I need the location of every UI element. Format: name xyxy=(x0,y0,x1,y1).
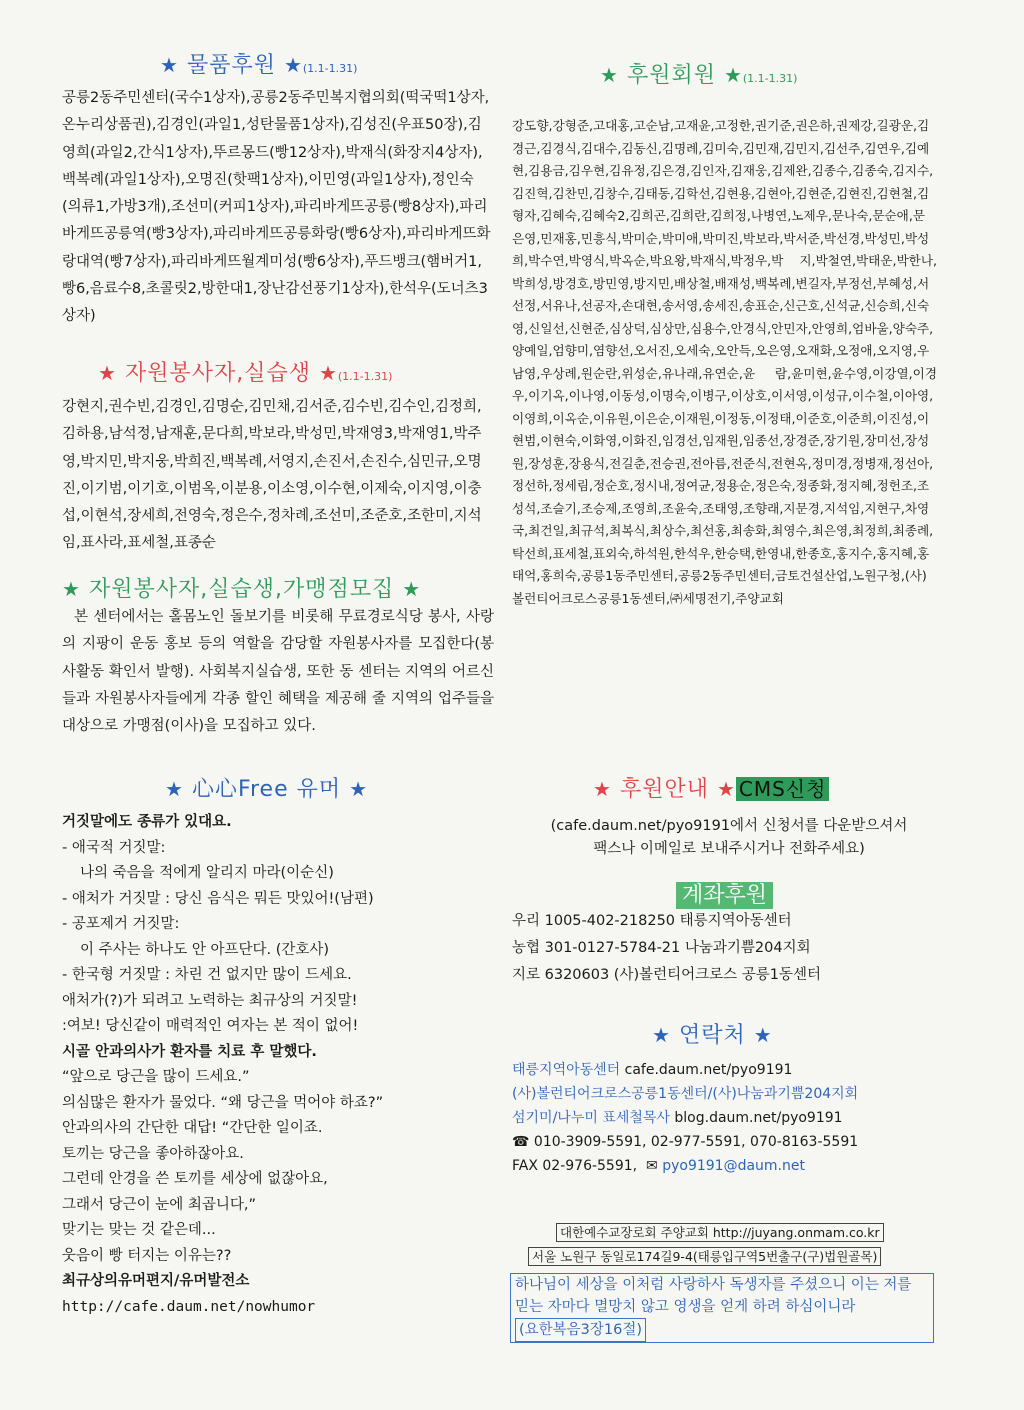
mail-icon: ✉ xyxy=(646,1158,658,1174)
humor-line: 거짓말에도 종류가 있대요. xyxy=(62,814,232,830)
volunteers-title: ★ 자원봉사자,실습생 ★(1.1-1.31) xyxy=(98,361,393,386)
humor-line: :여보! 당신같이 매력적인 여자는 본 적이 없어! xyxy=(62,1018,359,1034)
humor-line: - 애처가 거짓말 : 당신 음식은 뭐든 맛있어!(남편) xyxy=(62,890,374,907)
humor-line: “앞으로 당근을 많이 드세요.” xyxy=(62,1069,250,1085)
phone-icon: ☎ xyxy=(512,1134,530,1150)
star-icon: ★ xyxy=(160,53,179,77)
star-icon: ★ xyxy=(283,53,303,77)
humor-title: ★ 心心Free 유머 ★ xyxy=(165,777,369,802)
humor-line: - 애국적 거짓말: xyxy=(62,839,166,856)
star-icon: ★ xyxy=(593,777,612,801)
center-url[interactable]: cafe.daum.net/pyo9191 xyxy=(624,1062,793,1078)
star-icon: ★ xyxy=(600,63,619,87)
humor-line: 맞기는 맞는 것 같은데... xyxy=(62,1222,216,1238)
account-title: 계좌후원 xyxy=(676,878,773,909)
account-line: 농협 301-0127-5784-21 나눔과기쁨204지회 xyxy=(512,940,811,956)
bible-reference: (요한복음3장16절) xyxy=(515,1318,646,1342)
guide-text: (cafe.daum.net/pyo9191에서 신청서를 다운받으셔서 팩스나 이메일로 보내주시거나 전화주세요) xyxy=(550,818,908,857)
blog-url[interactable]: blog.daum.net/pyo9191 xyxy=(674,1110,843,1126)
star-icon: ★ xyxy=(716,777,736,801)
humor-line: 이 주사는 하나도 안 아프단다. (간호사) xyxy=(80,941,330,958)
humor-body xyxy=(62,810,383,1320)
fax-number: FAX 02-976-5591, xyxy=(512,1158,638,1174)
members-text: 강도향,강형준,고대홍,고순남,고재윤,고정한,권기준,권은하,권제강,길광운,김경근,김경식,김대수,김동신,김명례,김미숙,김민재,김민지,김선주,김연우,김예현,김용금,김우현,김유정,김은경,김인자,김재웅,김제완,김종수,김종숙,김지수,김진혁,김찬민,김창수,김태동,김학선,김현용,김현아,김현준,김현진,김현철,김형자,김혜숙,김혜숙2,김희곤,김희란,김희정,나병연,노제우,문나숙,문순애,문은영,민재홍,민흥식,박미순,박미애,박미진,박보라,박서준,박선경,박성민,박성희,박수연,박영식,박옥순,박요왕,박재식,박정우,박 지,박철연,박태운,박한나,박희성,방경호,방민영,방지민,배상철,배재성,백복례,변길자,부정선,부혜성,서선정,서유나,선공자,손대현,송서영,송세진,송표순,신근호,신석균,신승희,신숙영,신일선,신현준,심상덕,심상만,심용수,안경식,안민자,안영희,엄바울,양숙주,양예일,엄향미,염향선,오서진,오세숙,오안득,오은영,오재화,오정애,오지영,우남영,우상례,원순란,위성순,유나래,유연순,윤 람,윤미현,윤수영,이강열,이경우,이기옥,이나영,이동성,이명숙,이병구,이상호,이서영,이성규,이수철,이아영,이영희,이옥순,이유원,이은순,이재원,이정동,이정태,이준호,이준희,이진성,이현범,이현숙,이화영,이화진,임경선,임재원,임종선,장경준,장기원,장미선,장성원,장성훈,장용식,전길춘,전승권,전아름,전준식,전현옥,정미경,정병재,정선아,정선하,정세림,정순호,정시내,정여균,정용순,정은숙,정종화,정지혜,정헌조,조성석,조슬기,조승제,조영희,조윤숙,조태영,조향래,지문경,지석임,지현구,차영국,최건일,최규석,최복식,최상수,최선홍,최송화,최영수,최은영,최정희,최종례,탁선희,표세철,표외숙,하석원,한석우,한승택,한영내,한종호,홍지수,홍지혜,홍태억,홍희숙,공릉1동주민센터,공릉2동주민센터,금토건설산업,노원구청,(사)볼런티어크로스공릉1동센터,㈜세명전기,주양교회 xyxy=(512,118,937,606)
recruit-text: 본 센터에서는 홀몸노인 돌보기를 비롯해 무료경로식당 봉사, 사랑의 지팡이 운동 홍보 등의 역할을 감당할 자원봉사자를 모집한다(봉사활동 확인서 발행). 사회복지실습생, 또한 동 센터는 지역의 어르신들과 자원봉사자들에게 각종 할인 혜택을 제공해 줄 지역의 업주들을 대상으로 가맹점(이사)을 모집하고 있다. xyxy=(62,609,494,735)
phone-numbers: 010-3909-5591, 02-977-5591, 070-8163-5591 xyxy=(533,1134,859,1150)
star-icon: ★ xyxy=(98,361,117,385)
humor-line: 의심많은 환자가 물었다. “왜 당근을 먹어야 하죠?” xyxy=(62,1094,384,1111)
star-icon: ★ xyxy=(652,1023,671,1047)
humor-line: 그래서 당근이 눈에 최곱니다,” xyxy=(62,1196,257,1213)
goods-text: 공릉2동주민센터(국수1상자),공릉2동주민복지협의회(떡국떡1상자,온누리상품권),김경인(과일1,성탄물품1상자),김성진(우표50장),김영희(과일2,간식1상자),뚜르몽드(빵12상자),박재식(화장지4상자),백복례(과일1상자),오명진(핫팩1상자),이민영(과일1상자),정인숙(의류1,가방3개),조선미(커피1상자),파리바게뜨공릉(빵8상자),파리바게뜨공릉역(빵3상자),파리바게뜨공릉화랑(빵6상자),파리바게뜨화랑대역(빵7상자),파리바게뜨월계미성(빵6상자),푸드뱅크(햄버거1,빵6,음료수8,초콜릿2,방한대1,장난감선풍기1상자),한석우(도너츠3상자) xyxy=(62,90,491,325)
star-icon: ★ xyxy=(753,1023,773,1047)
humor-line: 안과의사의 간단한 대답! “간단한 일이죠. xyxy=(62,1120,323,1136)
humor-line: 애처가(?)가 되려고 노력하는 최규상의 거짓말! xyxy=(62,992,358,1009)
star-icon: ★ xyxy=(318,361,338,385)
email-link[interactable]: pyo9191@daum.net xyxy=(662,1158,805,1174)
humor-line: 그런데 안경을 쓴 토끼를 세상에 없잖아요, xyxy=(62,1171,328,1187)
humor-line: 시골 안과의사가 환자를 치료 후 말했다. xyxy=(62,1043,317,1060)
star-icon: ★ xyxy=(723,63,743,87)
volunteers-text: 강현지,권수빈,김경인,김명순,김민채,김서준,김수빈,김수인,김정희,김하용,남석정,남재훈,문다희,박보라,박성민,박재영3,박재영1,박주영,박지민,박지웅,박희진,백복례,서영지,손진서,손진수,심민규,오명진,이기범,이기호,이범옥,이분용,이소영,이수현,이제숙,이지영,이충섭,이현석,장세희,전영숙,정은수,정차례,조선미,조준호,조한미,지석임,표사라,표세철,표종순 xyxy=(62,399,482,552)
account-list xyxy=(512,908,821,989)
church-line: 대한예수교장로회 주양교회 http://juyang.onmam.co.kr xyxy=(556,1222,884,1242)
humor-line: 나의 죽음을 적에게 알리지 마라(이순신) xyxy=(80,865,334,881)
address-line: 서울 노원구 동일로174길9-4(태릉입구역5번출구(구)법원골목) xyxy=(528,1246,881,1266)
goods-title: ★ 물품후원 ★(1.1-1.31) xyxy=(160,53,358,78)
account-line: 우리 1005-402-218250 태릉지역아동센터 xyxy=(512,913,792,929)
account-line: 지로 6320603 (사)볼런티어크로스 공릉1동센터 xyxy=(512,967,822,983)
recruit-title: ★ 자원봉사자,실습생,가맹점모집 ★ xyxy=(62,577,422,602)
members-title: ★ 후원회원 ★(1.1-1.31) xyxy=(600,63,798,88)
org-line: (사)볼런티어크로스공릉1동센터/(사)나눔과기쁨204지회 xyxy=(512,1086,859,1102)
guide-title: ★ 후원안내 ★ CMS신청 xyxy=(593,772,829,803)
humor-line: - 공포제거 거짓말: xyxy=(62,916,180,932)
star-icon: ★ xyxy=(349,777,369,801)
star-icon: ★ xyxy=(402,577,422,601)
contact-title: ★ 연락처 ★ xyxy=(652,1023,773,1048)
humor-line: 웃음이 빵 터지는 이유는?? xyxy=(62,1247,232,1264)
humor-line: 최규상의유머편지/유머발전소 xyxy=(62,1273,250,1289)
bible-verse: 하나님이 세상을 이처럼 사랑하사 독생자를 주셨으니 이는 저를 믿는 자마다 멸망치 않고 영생을 얻게 하려 하심이니라 (요한복음3장16절) xyxy=(510,1273,934,1343)
cms-button[interactable]: CMS신청 xyxy=(736,777,830,801)
humor-link[interactable]: http://cafe.daum.net/nowhumor xyxy=(62,1298,316,1315)
contact-body: 태릉지역아동센터 cafe.daum.net/pyo9191 (사)볼런티어크로스공릉1동센터/(사)나눔과기쁨204지회 섬기미/나누미 표세철목사 blog.daum.net/pyo9191 ☎ 010-3909-5591, 02-977-5591, 070-8163-5591 FAX 02-976-5591, ✉ pyo9191@daum.net xyxy=(512,1062,859,1174)
star-icon: ★ xyxy=(165,777,184,801)
star-icon: ★ xyxy=(62,577,81,601)
humor-line: 토끼는 당근을 좋아하잖아요. xyxy=(62,1145,244,1162)
humor-line: - 한국형 거짓말 : 차린 건 없지만 많이 드세요. xyxy=(62,967,352,983)
